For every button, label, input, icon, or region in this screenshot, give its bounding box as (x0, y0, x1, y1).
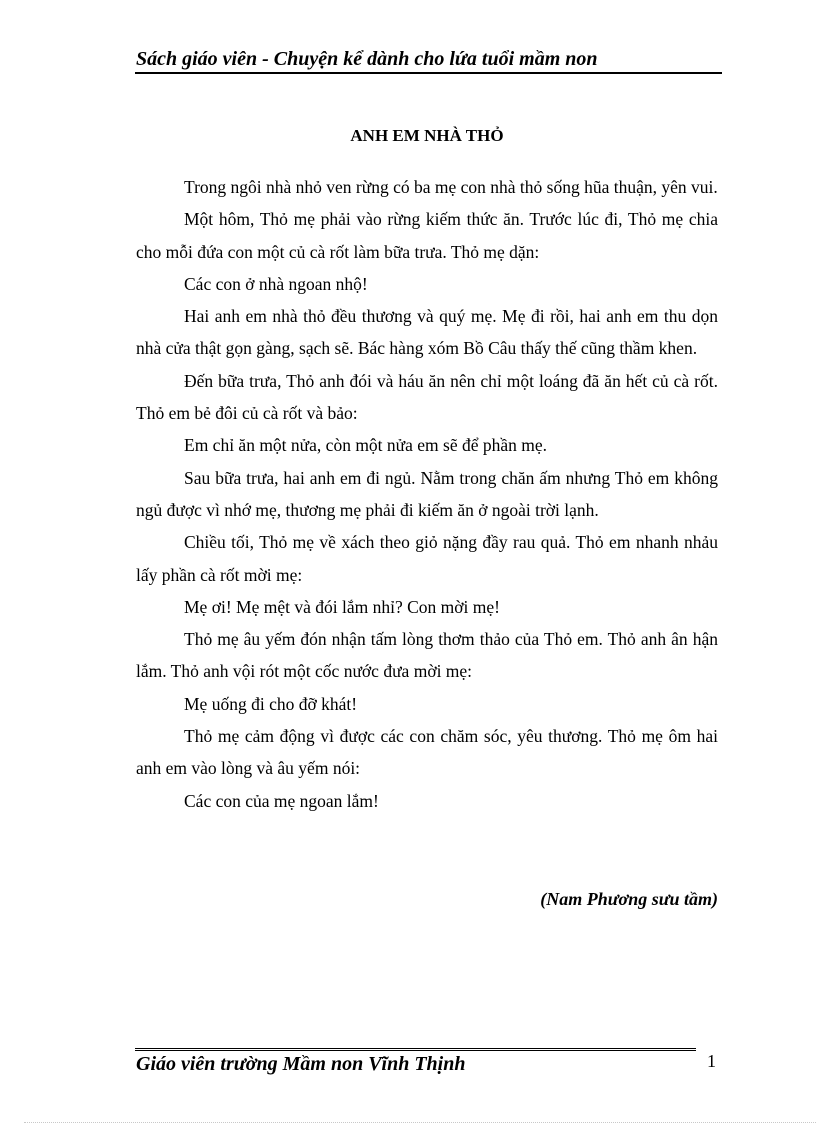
paragraph: Thỏ mẹ âu yếm đón nhận tấm lòng thơm thảo của Thỏ em. Thỏ anh ân hận lắm. Thỏ anh vội rót một cốc nước đưa mời mẹ: (136, 629, 718, 682)
footer-title: Giáo viên trường Mầm non Vĩnh Thịnh (136, 1053, 466, 1075)
story-body (136, 171, 718, 817)
story-title: ANH EM NHÀ THỎ (350, 126, 504, 145)
paragraph: Các con ở nhà ngoan nhộ! (184, 273, 368, 294)
paragraph: Em chỉ ăn một nửa, còn một nửa em sẽ để phần mẹ. (184, 435, 548, 456)
paragraph: Thỏ mẹ cảm động vì được các con chăm sóc, yêu thương. Thỏ mẹ ôm hai anh em vào lòng và âu yếm nói: (136, 726, 718, 779)
header-title: Sách giáo viên - Chuyện kể dành cho lứa tuổi mầm non (136, 48, 598, 70)
page-number: 1 (707, 1051, 716, 1071)
paragraph: Chiều tối, Thỏ mẹ về xách theo giỏ nặng đầy rau quả. Thỏ em nhanh nhảu lấy phần cà rốt mời mẹ: (136, 532, 718, 585)
paragraph: Một hôm, Thỏ mẹ phải vào rừng kiếm thức ăn. Trước lúc đi, Thỏ mẹ chia cho mỗi đứa con một củ cà rốt làm bữa trưa. Thỏ mẹ dặn: (136, 209, 718, 262)
header-divider (135, 72, 722, 74)
story-source: (Nam Phương sưu tầm) (540, 889, 718, 909)
paragraph: Hai anh em nhà thỏ đều thương và quý mẹ. Mẹ đi rồi, hai anh em thu dọn nhà cửa thật gọn gàng, sạch sẽ. Bác hàng xóm Bồ Câu thấy thế cũng thầm khen. (136, 306, 718, 359)
paragraph: Trong ngôi nhà nhỏ ven rừng có ba mẹ con nhà thỏ sống hũa thuận, yên vui. (184, 177, 718, 197)
paragraph: Sau bữa trưa, hai anh em đi ngủ. Nằm trong chăn ấm nhưng Thỏ em không ngủ được vì nhớ mẹ, thương mẹ phải đi kiếm ăn ở ngoài trời lạnh. (136, 467, 718, 520)
paragraph: Mẹ ơi! Mẹ mệt và đói lắm nhỉ? Con mời mẹ! (184, 596, 500, 617)
paragraph: Đến bữa trưa, Thỏ anh đói và háu ăn nên chỉ một loáng đã ăn hết củ cà rốt. Thỏ em bẻ đôi củ cà rốt và bảo: (136, 370, 718, 424)
footer-divider (135, 1048, 696, 1051)
paragraph: Các con của mẹ ngoan lắm! (184, 790, 379, 811)
paragraph: Mẹ uống đi cho đỡ khát! (184, 693, 358, 714)
